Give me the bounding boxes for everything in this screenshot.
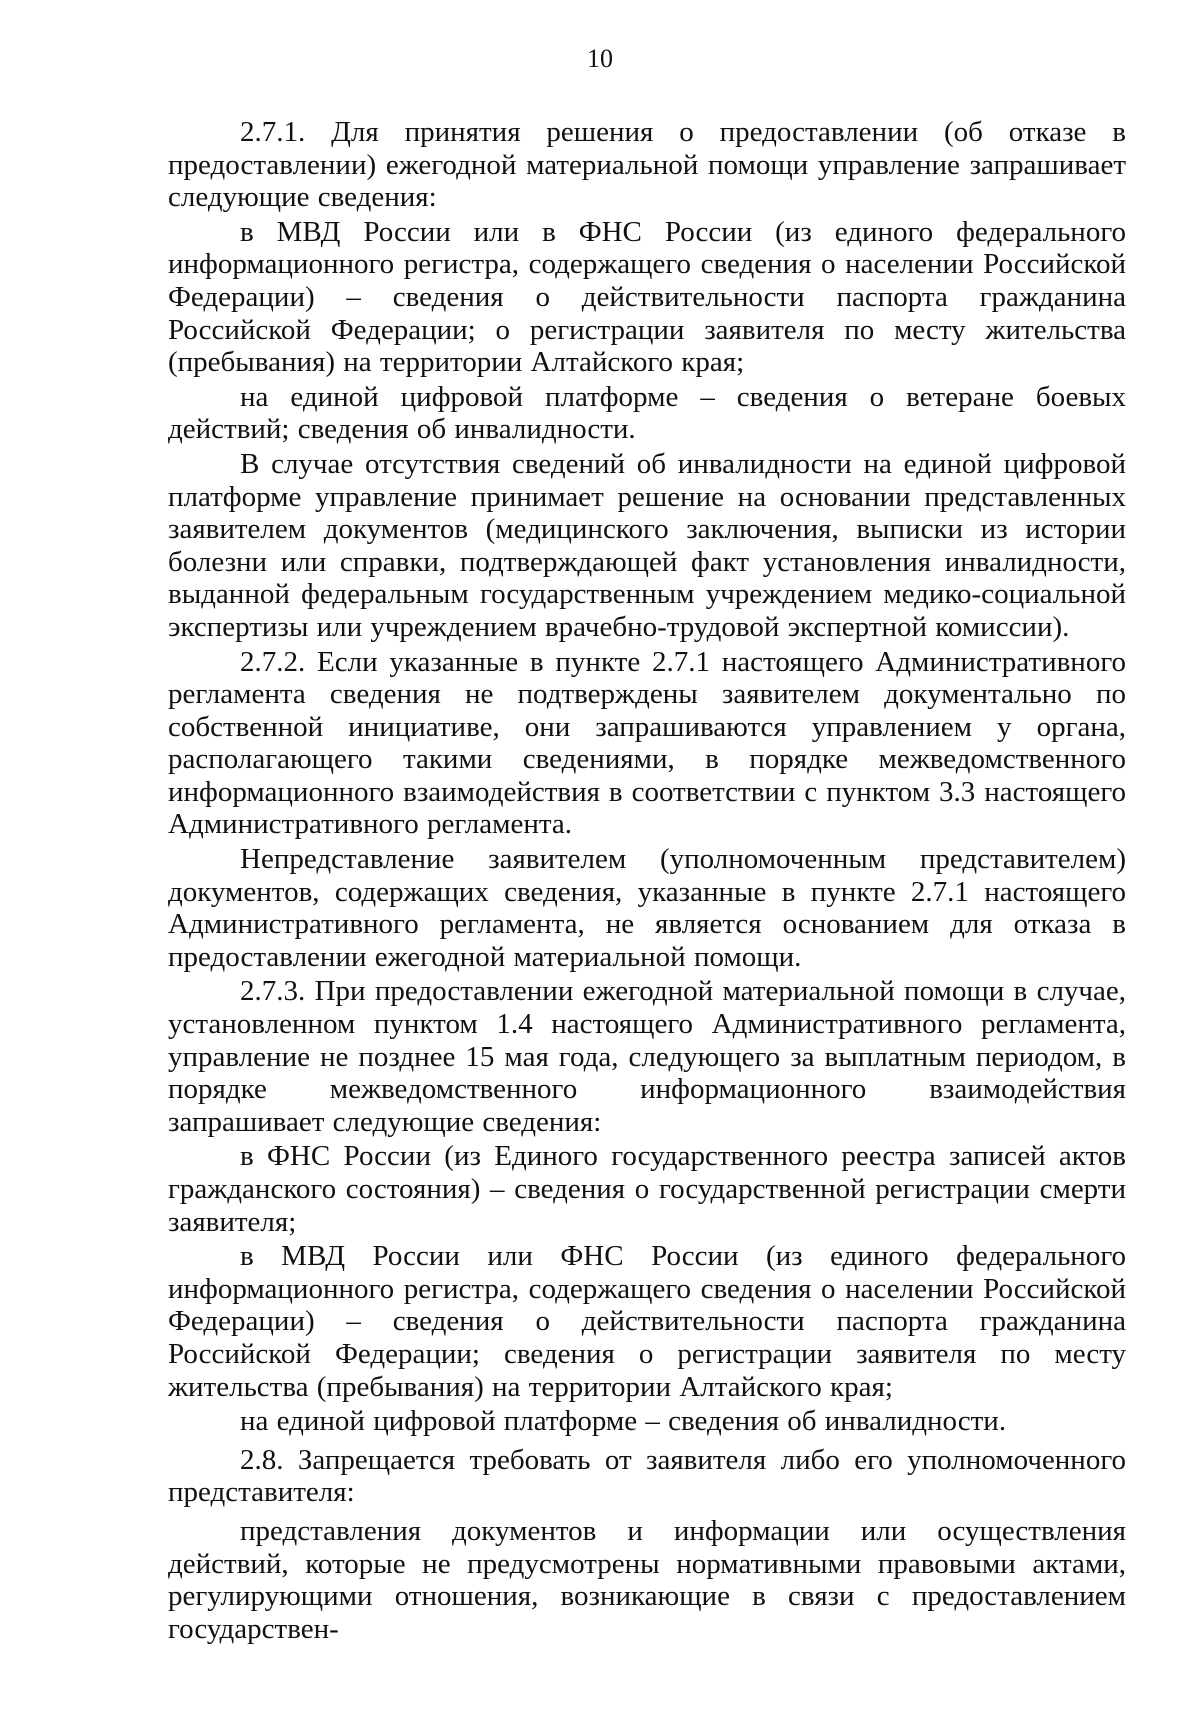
paragraph-digital-platform-veteran: на единой цифровой платформе – сведения о ветеране боевых действий; сведения об инвалидности. [168,380,1126,446]
paragraph-mvd-fns-request: в МВД России или в ФНС России (из единого федерального информационного регистра, содержащего сведения о населении Российской Федерации) – сведения о действительности паспорта гражданина Российской Федерации; о регистрации заявителя по месту жительства (пребывания) на территории Алтайского края; [168,215,1126,379]
paragraph-non-submission: Непредставление заявителем (уполномоченным представителем) документов, содержащих сведения, указанные в пункте 2.7.1 настоящего Административного регламента, не является основанием для отказа в предоставлении ежегодной материальной помощи. [168,843,1126,973]
paragraph-2-7-2: 2.7.2. Если указанные в пункте 2.7.1 настоящего Административного регламента сведения не подтверждены заявителем документально по собственной инициативе, они запрашиваются управлением у органа, располагающего такими сведениями, в порядке межведомственного информационного взаимодействия в соответствии с пунктом 3.3 настоящего Административного регламента. [168,645,1126,841]
paragraph-disability-absence: В случае отсутствия сведений об инвалидности на единой цифровой платформе управление принимает решение на основании представленных заявителем документов (медицинского заключения, выписки из истории болезни или справки, подтверждающей факт установления инвалидности, выданной федеральным государственным учреждением медико-социальной экспертизы или учреждением врачебно-трудовой экспертной комиссии). [168,447,1126,643]
paragraph-fns-death-registration: в ФНС России (из Единого государственного реестра записей актов гражданского состояния) – сведения о государственной регистрации смерти заявителя; [168,1140,1126,1238]
page-number: 10 [587,44,613,73]
paragraph-2-8: 2.8. Запрещается требовать от заявителя либо его уполномоченного представителя: [168,1443,1126,1509]
document-body [168,116,1126,1647]
paragraph-prohibited-requirements: представления документов и информации или осуществления действий, которые не предусмотрены нормативными правовыми актами, регулирующими отношения, возникающие в связи с предоставлением государствен- [168,1514,1126,1645]
paragraph-2-7-3: 2.7.3. При предоставлении ежегодной материальной помощи в случае, установленном пунктом 1.4 настоящего Административного регламента, управление не позднее 15 мая года, следующего за выплатным периодом, в порядке межведомственного информационного взаимодействия запрашивает следующие сведения: [168,975,1126,1138]
paragraph-2-7-1: 2.7.1. Для принятия решения о предоставлении (об отказе в предоставлении) ежегодной материальной помощи управление запрашивает следующие сведения: [168,116,1126,214]
paragraph-mvd-fns-registration: в МВД России или ФНС России (из единого федерального информационного регистра, содержащего сведения о населении Российской Федерации) – сведения о действительности паспорта гражданина Российской Федерации; сведения о регистрации заявителя по месту жительства (пребывания) на территории Алтайского края; [168,1240,1126,1403]
paragraph-digital-platform-disability: на единой цифровой платформе – сведения об инвалидности. [240,1405,1007,1438]
